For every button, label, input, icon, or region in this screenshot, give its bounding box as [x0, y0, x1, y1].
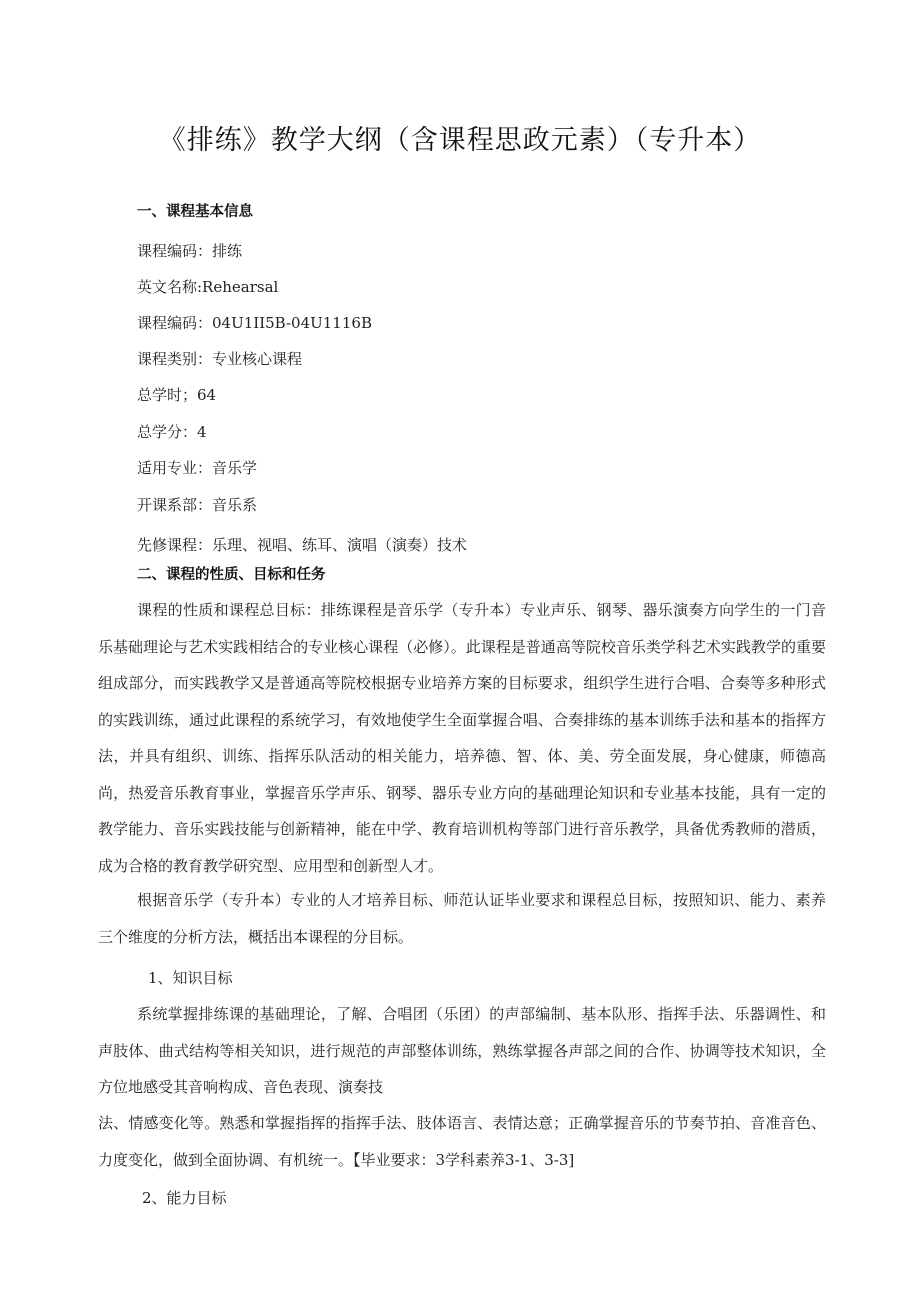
paragraph-course-nature: 课程的性质和课程总目标：排练课程是音乐学（专升本）专业声乐、钢琴、器乐演奏方向学生的一门音乐基础理论与艺术实践相结合的专业核心课程（必修）。此课程是普通高等院校音乐类学科艺术实践教学的重要组成部分，而实践教学又是普通高等院校根据专业培养方案的目标要求，组织学生进行合唱、合奏等多种形式的实践训练，通过此课程的系统学习，有效地使学生全面掌握合唱、合奏排练的基本训练手法和基本的指挥方法，并具有组织、训练、指挥乐队活动的相关能力，培养德、智、体、美、劳全面发展，身心健康，师德高尚，热爱音乐教育事业，掌握音乐学声乐、钢琴、器乐专业方向的基础理论知识和专业基本技能，具有一定的教学能力、音乐实践技能与创新精神，能在中学、教育培训机构等部门进行音乐教学，具备优秀教师的潜质，成为合格的教育教学研究型、应用型和创新型人才。	[98, 601, 826, 875]
info-applicable-major: 适用专业：音乐学	[137, 459, 258, 477]
info-course-number: 课程编码：04U1II5B-04U1116B	[137, 314, 372, 332]
info-department: 开课系部：音乐系	[137, 496, 258, 514]
info-total-hours: 总学时；64	[137, 386, 217, 404]
section-heading-basic-info: 一、课程基本信息	[137, 204, 253, 220]
subheading-knowledge-goals: 1、知识目标	[148, 969, 233, 987]
paragraph-knowledge-goals: 系统掌握排练课的基础理论，了解、合唱团（乐团）的声部编制、基本队形、指挥手法、乐器调性、和声肢体、曲式结构等相关知识，进行规范的声部整体训练，熟练掌握各声部之间的合作、协调等技术知识，全方位地感受其音响构成、音色表现、演奏技	[98, 1005, 826, 1096]
paragraph-knowledge-goals-cont: 法、情感变化等。熟悉和掌握指挥的指挥手法、肢体语言、表情达意；正确掌握音乐的节奏节拍、音准音色、力度变化，做到全面协调、有机统一。【毕业要求：3学科素养3-1、3-3]	[98, 1114, 826, 1169]
info-english-name: 英文名称:Rehearsal	[137, 278, 279, 296]
subheading-ability-goals: 2、能力目标	[142, 1189, 227, 1207]
paragraph-sub-goals-intro: 根据音乐学（专升本）专业的人才培养目标、师范认证毕业要求和课程总目标，按照知识、能力、素养三个维度的分析方法，概括出本课程的分目标。	[98, 891, 826, 946]
info-course-code: 课程编码：排练	[137, 242, 243, 260]
info-total-credits: 总学分：4	[137, 423, 207, 441]
section-heading-nature-goals: 二、课程的性质、目标和任务	[137, 567, 326, 583]
info-prerequisites: 先修课程：乐理、视唱、练耳、演唱（演奏）技术	[137, 536, 468, 554]
document-title: 《排练》教学大纲（含课程思政元素）（专升本）	[158, 125, 762, 156]
info-course-category: 课程类别：专业核心课程	[137, 350, 303, 368]
